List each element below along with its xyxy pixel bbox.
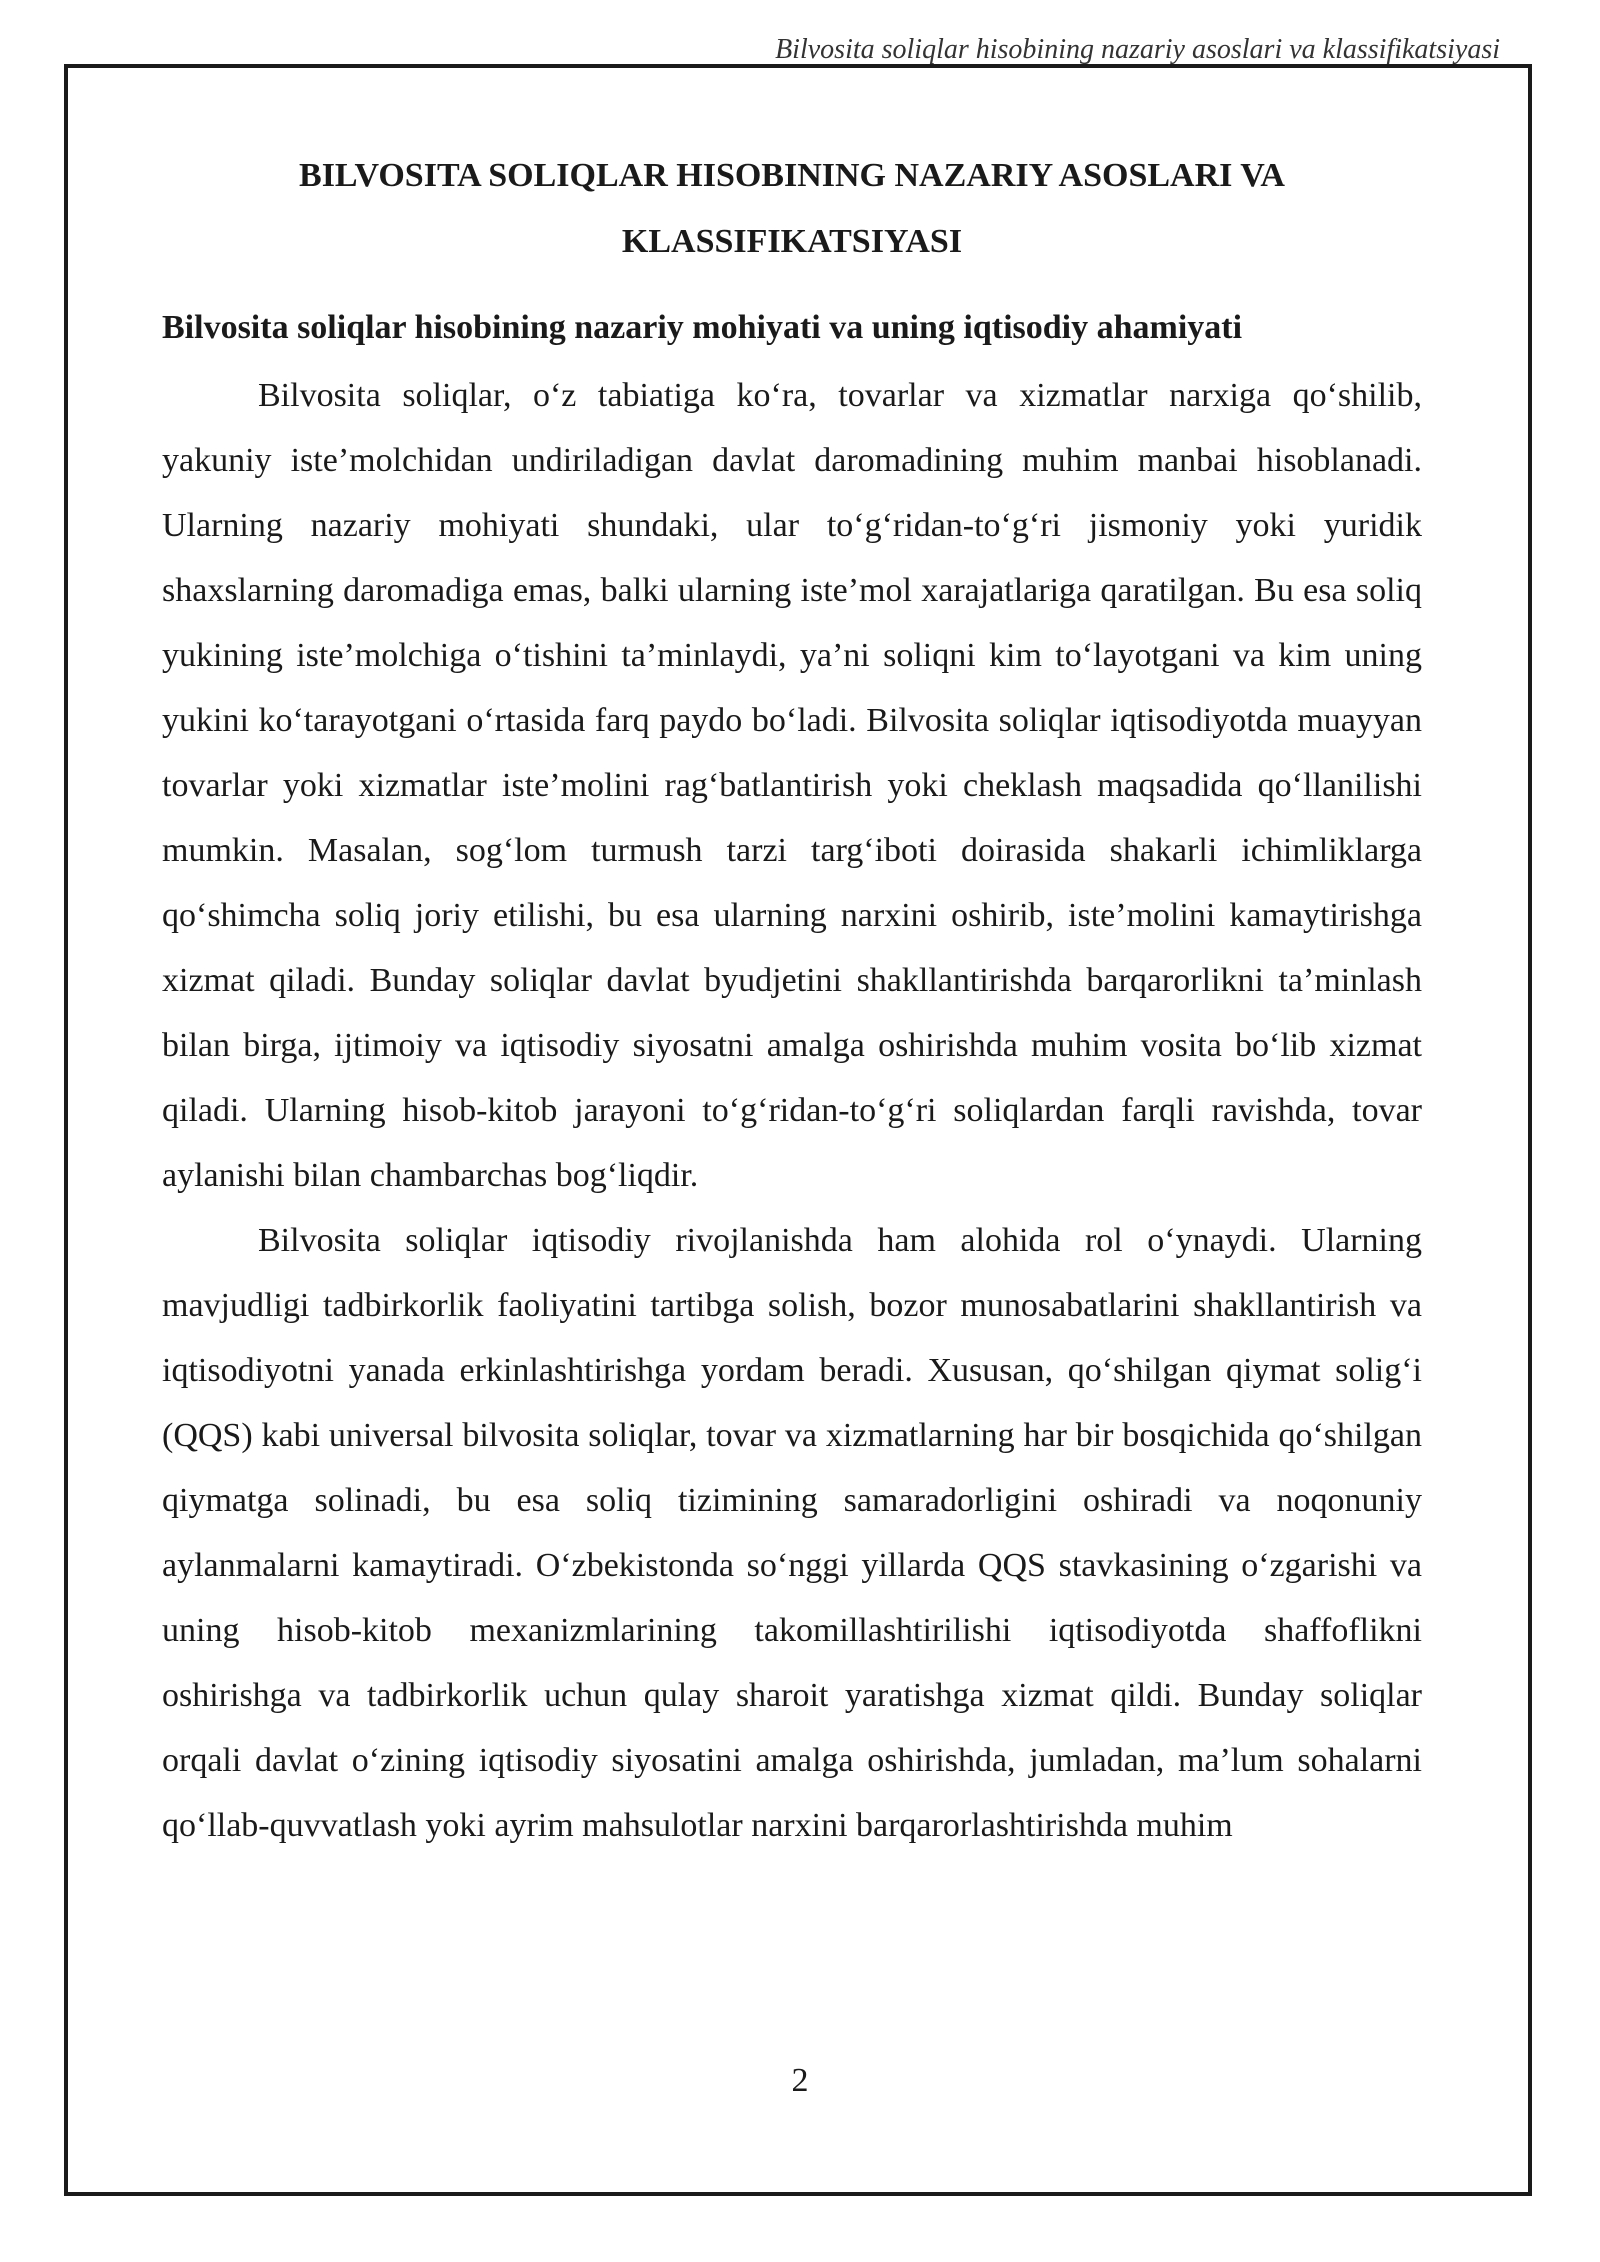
page-number: 2 (791, 2062, 809, 2099)
body-paragraph-1: Bilvosita soliqlar, o‘z tabiatiga ko‘ra, tovarlar va xizmatlar narxiga qo‘shilib, yakuniy iste’molchidan undiriladigan davlat daromadining muhim manbai hisoblanadi. Ularning nazariy mohiyati shundaki, ular to‘g‘ridan-to‘g‘ri jismoniy yoki yuridik shaxslarning daromadiga emas, balki ularning iste’mol xarajatlariga qaratilgan. Bu esa soliq yukining iste’molchiga o‘tishini ta’minlaydi, ya’ni soliqni kim to‘layotgani va kim uning yukini ko‘tarayotgani o‘rtasida farq paydo bo‘ladi. Bilvosita soliqlar iqtisodiyotda muayyan tovarlar yoki xizmatlar iste’molini rag‘batlantirish yoki cheklash maqsadida qo‘llanilishi mumkin. Masalan, sog‘lom turmush tarzi targ‘iboti doirasida shakarli ichimliklarga qo‘shimcha soliq joriy etilishi, bu esa ularning narxini oshirib, iste’molini kamaytirishga xizmat qiladi. Bunday soliqlar davlat byudjetini shakllantirishda barqarorlikni ta’minlash bilan birga, ijtimoiy va iqtisodiy siyosatni amalga oshirishda muhim vosita bo‘lib xizmat qiladi. Ularning hisob-kitob jarayoni to‘g‘ridan-to‘g‘ri soliqlardan farqli ravishda, tovar aylanishi bilan chambarchas bog‘liqdir. (162, 377, 1422, 1194)
document-body (162, 143, 1422, 1858)
running-header: Bilvosita soliqlar hisobining nazariy asoslari va klassifikatsiyasi (775, 34, 1500, 65)
document-title: BILVOSITA SOLIQLAR HISOBINING NAZARIY ASOSLARI VA KLASSIFIKATSIYASI (299, 157, 1285, 260)
section-heading: Bilvosita soliqlar hisobining nazariy mohiyati va uning iqtisodiy ahamiyati (162, 309, 1243, 346)
body-paragraph-2: Bilvosita soliqlar iqtisodiy rivojlanishda ham alohida rol o‘ynaydi. Ularning mavjudligi tadbirkorlik faoliyatini tartibga solish, bozor munosabatlarini shakllantirish va iqtisodiyotni yanada erkinlashtirishga yordam beradi. Xususan, qo‘shilgan qiymat solig‘i (QQS) kabi universal bilvosita soliqlar, tovar va xizmatlarning har bir bosqichida qo‘shilgan qiymatga solinadi, bu esa soliq tizimining samaradorligini oshiradi va noqonuniy aylanmalarni kamaytiradi. O‘zbekistonda so‘nggi yillarda QQS stavkasining o‘zgarishi va uning hisob-kitob mexanizmlarining takomillashtirilishi iqtisodiyotda shaffoflikni oshirishga va tadbirkorlik uchun qulay sharoit yaratishga xizmat qildi. Bunday soliqlar orqali davlat o‘zining iqtisodiy siyosatini amalga oshirishda, jumladan, ma’lum sohalarni qo‘llab-quvvatlash yoki ayrim mahsulotlar narxini barqarorlashtirishda muhim (162, 1222, 1422, 1844)
